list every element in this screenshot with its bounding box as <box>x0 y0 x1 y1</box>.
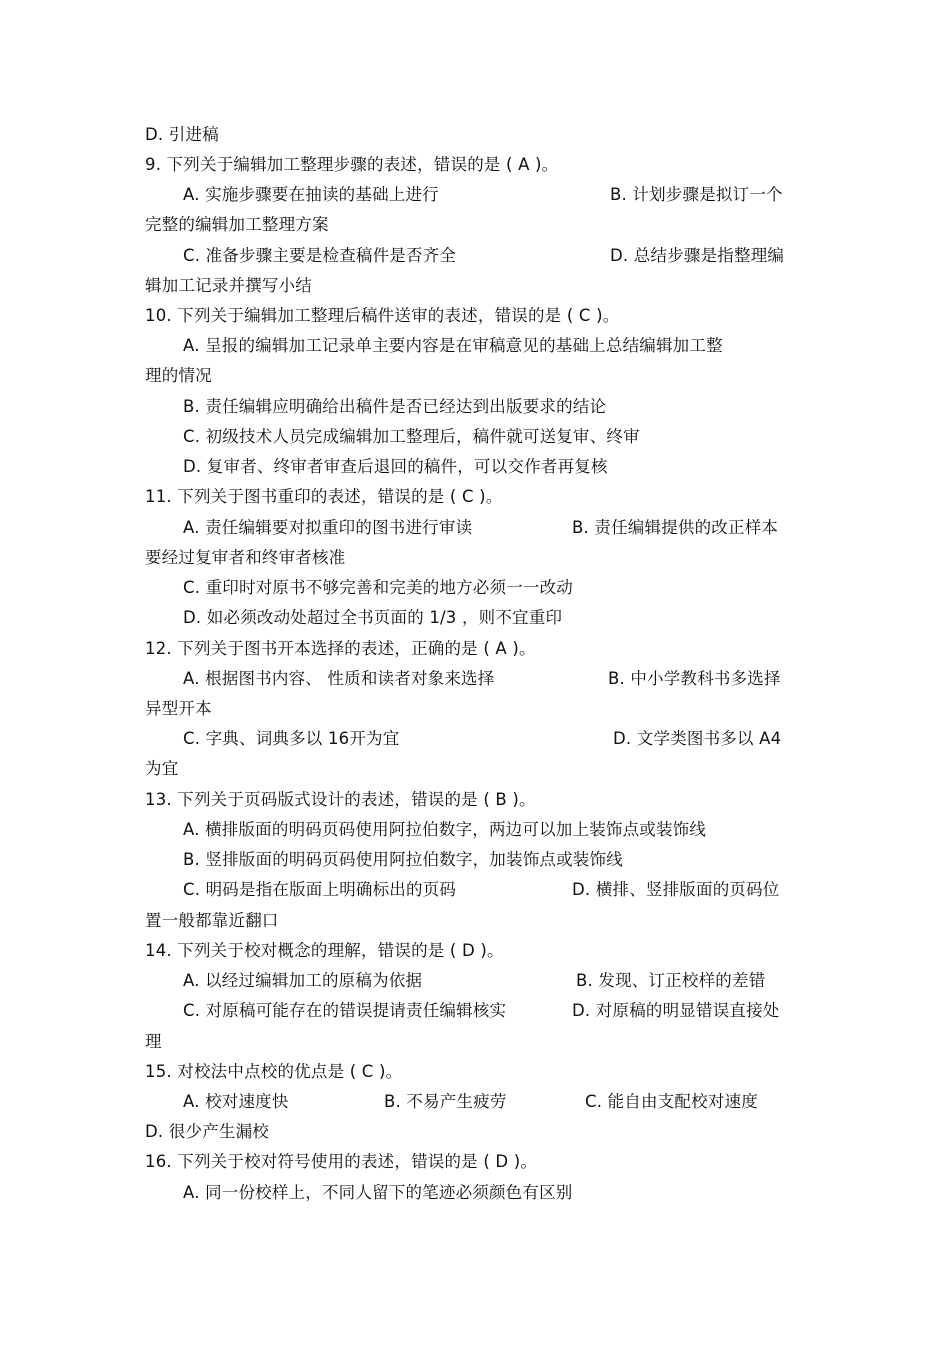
option-a: A. 同一份校样上，不同人留下的笔迹必须颜色有区别 <box>183 1183 573 1202</box>
option-c: C. 能自由支配校对速度 <box>585 1092 758 1111</box>
option-a: A. 呈报的编辑加工记录单主要内容是在审稿意见的基础上总结编辑加工整 <box>183 336 723 355</box>
option-b: B. 中小学教科书多选择 <box>608 669 781 688</box>
question-16: 16. 下列关于校对符号使用的表述，错误的是 ( D )。 <box>145 1152 538 1171</box>
option-d: D. 对原稿的明显错误直接处 <box>572 1001 780 1020</box>
option-b: B. 责任编辑应明确给出稿件是否已经达到出版要求的结论 <box>183 397 607 416</box>
question-10: 10. 下列关于编辑加工整理后稿件送审的表述，错误的是 ( C )。 <box>145 306 620 325</box>
option-a: A. 实施步骤要在抽读的基础上进行 <box>183 185 439 204</box>
option-b: B. 不易产生疲劳 <box>384 1092 507 1111</box>
text-line: 异型开本 <box>145 699 212 718</box>
option-a: A. 校对速度快 <box>183 1092 289 1111</box>
text-line: 理的情况 <box>145 366 212 385</box>
text-line: 要经过复审者和终审者核准 <box>145 548 346 567</box>
option-a: A. 责任编辑要对拟重印的图书进行审读 <box>183 518 473 537</box>
text-line: 理 <box>145 1032 162 1051</box>
option-d: D. 总结步骤是指整理编 <box>610 246 785 265</box>
option-c: C. 初级技术人员完成编辑加工整理后，稿件就可送复审、终审 <box>183 427 640 446</box>
text-line: D. 引进稿 <box>145 125 219 144</box>
text-line: 置一般都靠近翻口 <box>145 911 279 930</box>
question-15: 15. 对校法中点校的优点是 ( C )。 <box>145 1062 403 1081</box>
option-b: B. 计划步骤是拟订一个 <box>610 185 783 204</box>
option-c: C. 明码是指在版面上明确标出的页码 <box>183 880 457 899</box>
question-12: 12. 下列关于图书开本选择的表述，正确的是 ( A )。 <box>145 639 536 658</box>
option-c: C. 重印时对原书不够完善和完美的地方必须一一改动 <box>183 578 574 597</box>
option-c: C. 准备步骤主要是检查稿件是否齐全 <box>183 246 457 265</box>
option-b: B. 竖排版面的明码页码使用阿拉伯数字，加装饰点或装饰线 <box>183 850 623 869</box>
text-line: 完整的编辑加工整理方案 <box>145 215 329 234</box>
option-a: A. 根据图书内容、 性质和读者对象来选择 <box>183 669 495 688</box>
question-14: 14. 下列关于校对概念的理解，错误的是 ( D )。 <box>145 941 504 960</box>
option-a: A. 以经过编辑加工的原稿为依据 <box>183 971 423 990</box>
text-line: 辑加工记录并撰写小结 <box>145 276 312 295</box>
option-a: A. 横排版面的明码页码使用阿拉伯数字，两边可以加上装饰点或装饰线 <box>183 820 707 839</box>
option-d: D. 如必须改动处超过全书页面的 1/3 ，则不宜重印 <box>183 608 563 627</box>
question-13: 13. 下列关于页码版式设计的表述，错误的是 ( B )。 <box>145 790 536 809</box>
question-9: 9. 下列关于编辑加工整理步骤的表述，错误的是 ( A )。 <box>145 155 559 174</box>
option-d: D. 横排、竖排版面的页码位 <box>572 880 780 899</box>
option-b: B. 发现、订正校样的差错 <box>576 971 766 990</box>
option-d: D. 文学类图书多以 A4 <box>613 729 782 748</box>
option-d: D. 很少产生漏校 <box>145 1122 269 1141</box>
option-c: C. 字典、词典多以 16开为宜 <box>183 729 400 748</box>
question-11: 11. 下列关于图书重印的表述，错误的是 ( C )。 <box>145 487 503 506</box>
text-line: 为宜 <box>145 759 179 778</box>
option-d: D. 复审者、终审者审查后退回的稿件，可以交作者再复核 <box>183 457 608 476</box>
option-c: C. 对原稿可能存在的错误提请责任编辑核实 <box>183 1001 507 1020</box>
option-b: B. 责任编辑提供的改正样本 <box>572 518 779 537</box>
